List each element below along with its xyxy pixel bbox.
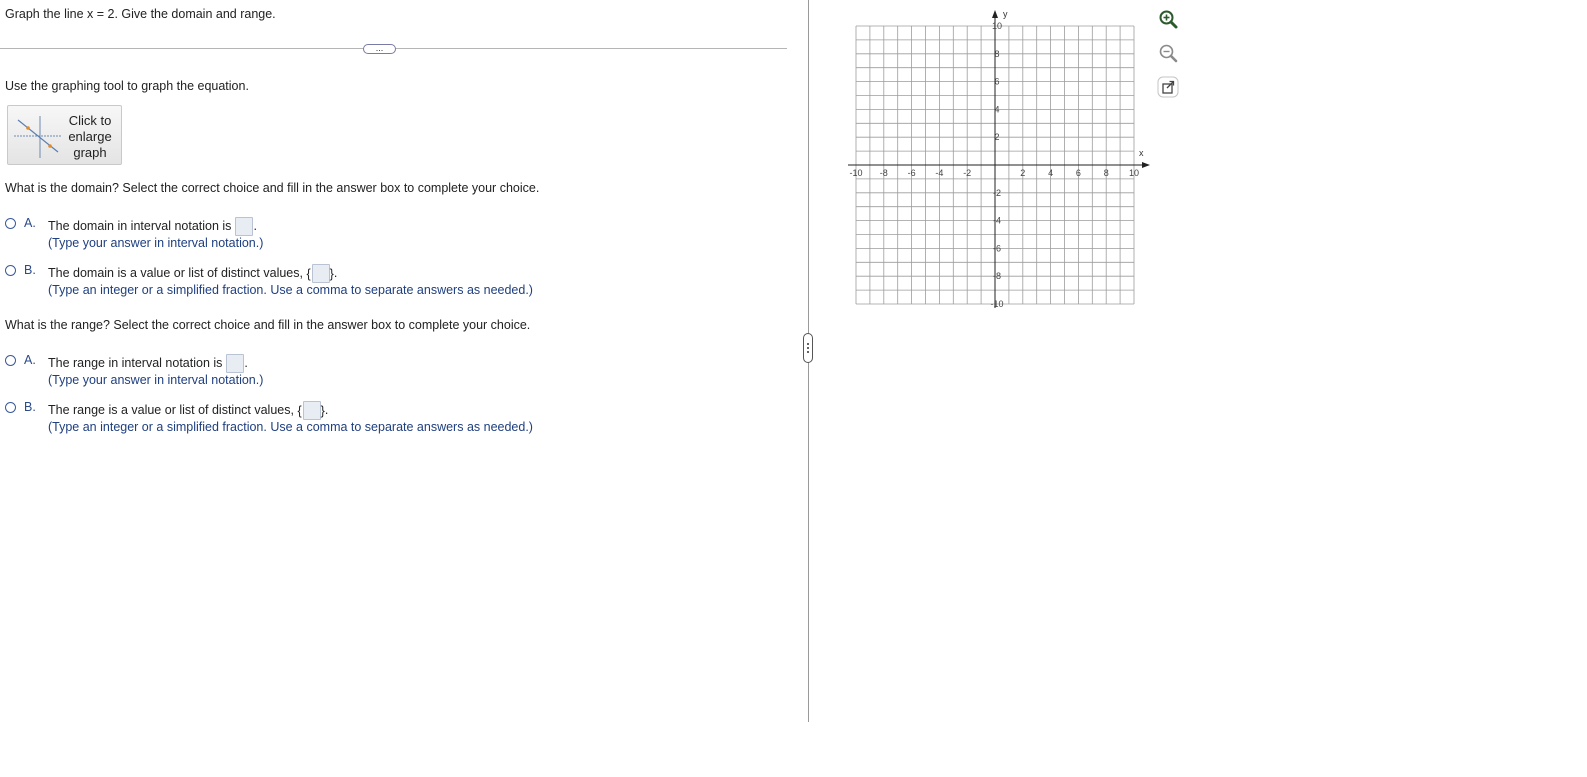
option-letter: B.	[24, 400, 36, 414]
range-option-a-text: The range in interval notation is .	[48, 354, 248, 373]
panel-resize-handle[interactable]	[803, 333, 813, 363]
domain-option-a-radio[interactable]	[5, 218, 16, 229]
popout-icon[interactable]	[1157, 76, 1179, 98]
x-tick-label: -6	[907, 168, 916, 178]
range-option-b-hint: (Type an integer or a simplified fraction. Use a comma to separate answers as needed.)	[48, 420, 533, 434]
y-axis-arrow-icon	[992, 10, 998, 18]
domain-option-b-text: The domain is a value or list of distinct values, { }.	[48, 264, 337, 283]
y-tick-label: 6	[994, 76, 1000, 87]
range-option-a-radio[interactable]	[5, 355, 16, 366]
range-interval-answer-box[interactable]	[226, 354, 244, 373]
domain-values-answer-box[interactable]	[312, 264, 330, 283]
x-tick-label: 4	[1048, 168, 1054, 178]
y-tick-label: -4	[992, 215, 1002, 226]
range-values-answer-box[interactable]	[303, 401, 321, 420]
x-tick-label: -2	[963, 168, 972, 178]
domain-option-a-text: The domain in interval notation is .	[48, 217, 257, 236]
zoom-out-icon[interactable]	[1157, 42, 1179, 64]
y-tick-label: 10	[991, 21, 1003, 31]
option-letter: B.	[24, 263, 36, 277]
y-tick-label: -8	[992, 271, 1002, 282]
x-tick-label: -10	[849, 168, 863, 178]
right-brace: }	[320, 403, 325, 418]
domain-option-b-label: The domain is a value or list of distinct values,	[48, 265, 303, 280]
enlarge-label-line1: Click to	[68, 113, 112, 128]
option-letter: A.	[24, 216, 36, 230]
show-more-button[interactable]: ...	[363, 44, 396, 54]
x-tick-label: 6	[1075, 168, 1081, 178]
option-letter: A.	[24, 353, 36, 367]
enlarge-graph-button[interactable]	[7, 105, 122, 165]
y-tick-label: -2	[992, 187, 1002, 198]
left-brace: {	[306, 266, 311, 281]
coordinate-graph[interactable]	[840, 5, 1150, 315]
domain-option-b-radio[interactable]	[5, 265, 16, 276]
domain-option-a-hint: (Type your answer in interval notation.)	[48, 236, 264, 250]
domain-question: What is the domain? Select the correct choice and fill in the answer box to complete your choice.	[5, 181, 540, 195]
instruction-text: Use the graphing tool to graph the equation.	[5, 79, 249, 93]
domain-interval-answer-box[interactable]	[235, 217, 253, 236]
range-option-b-label: The range is a value or list of distinct values,	[48, 402, 294, 417]
y-tick-label: 2	[994, 132, 1000, 143]
range-option-b-radio[interactable]	[5, 402, 16, 413]
range-option-b-text: The range is a value or list of distinct values, { }.	[48, 401, 328, 420]
y-tick-label: -6	[992, 243, 1002, 254]
y-axis-label: y	[1003, 9, 1008, 19]
problem-prompt: Graph the line x = 2. Give the domain and range.	[5, 7, 276, 21]
zoom-in-icon[interactable]	[1157, 8, 1179, 30]
domain-option-b-hint: (Type an integer or a simplified fraction. Use a comma to separate answers as needed.)	[48, 283, 533, 297]
x-tick-label: 8	[1103, 168, 1109, 178]
right-brace: }	[329, 266, 334, 281]
range-question: What is the range? Select the correct choice and fill in the answer box to complete your choice.	[5, 318, 531, 332]
left-brace: {	[297, 403, 302, 418]
x-tick-label: -4	[935, 168, 944, 178]
graph-thumbnail-icon	[14, 112, 62, 160]
x-axis-label: x	[1139, 148, 1144, 158]
y-tick-label: -10	[990, 299, 1004, 309]
enlarge-label	[64, 113, 116, 161]
x-tick-label: 2	[1020, 168, 1026, 178]
range-option-a-label: The range in interval notation is	[48, 355, 223, 370]
domain-option-a-label: The domain in interval notation is	[48, 218, 232, 233]
range-option-a-hint: (Type your answer in interval notation.)	[48, 373, 264, 387]
x-axis-arrow-icon	[1142, 162, 1150, 168]
x-tick-label: 10	[1128, 168, 1140, 178]
x-tick-label: -8	[879, 168, 888, 178]
enlarge-label-line2: enlarge	[68, 129, 112, 144]
y-tick-label: 4	[994, 104, 1000, 115]
y-tick-label: 8	[994, 48, 1000, 59]
enlarge-label-line3: graph	[73, 145, 107, 160]
